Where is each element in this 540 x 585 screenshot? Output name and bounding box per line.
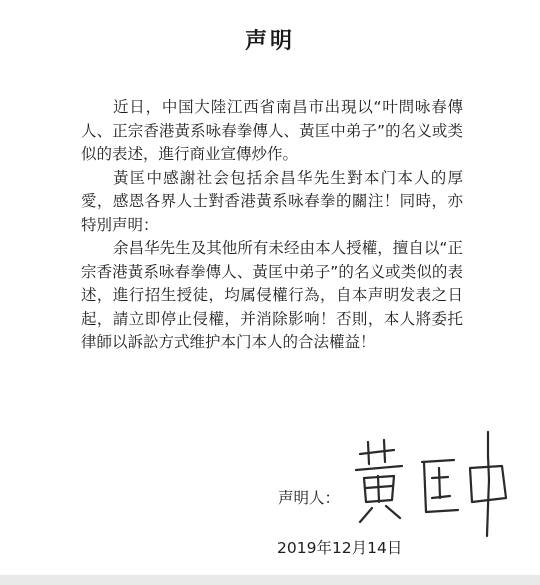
statement-body <box>81 96 463 355</box>
signatory-label: 声明人： <box>278 489 341 507</box>
paragraph-1: 近日，中国大陸江西省南昌市出現以“叶問咏春傳人、正宗香港黃系咏春拳傳人、黃匡中弟子”的名义或类似的表述，進行商业宣傳炒作。 <box>81 98 463 163</box>
paragraph-2: 黃匡中感謝社会包括余昌华先生對本门本人的厚愛，感恩各界人士對香港黃系咏春拳的關注！同時，亦特別声明： <box>81 168 463 234</box>
statement-date: 2019年12月14日 <box>277 539 403 557</box>
handwritten-signature <box>342 420 522 540</box>
bottom-border <box>0 575 540 585</box>
document-title: 声明 <box>244 29 295 54</box>
paragraph-3: 余昌华先生及其他所有未经由本人授權，擅自以“正宗香港黃系咏春拳傳人、黃匡中弟子”的名义或类似的表述，進行招生授徒，均属侵權行為，自本声明发表之日起，請立即停止侵權，并消除影响！否則，本人將委托律師以訴訟方式维护本门本人的合法權益！ <box>81 239 463 351</box>
